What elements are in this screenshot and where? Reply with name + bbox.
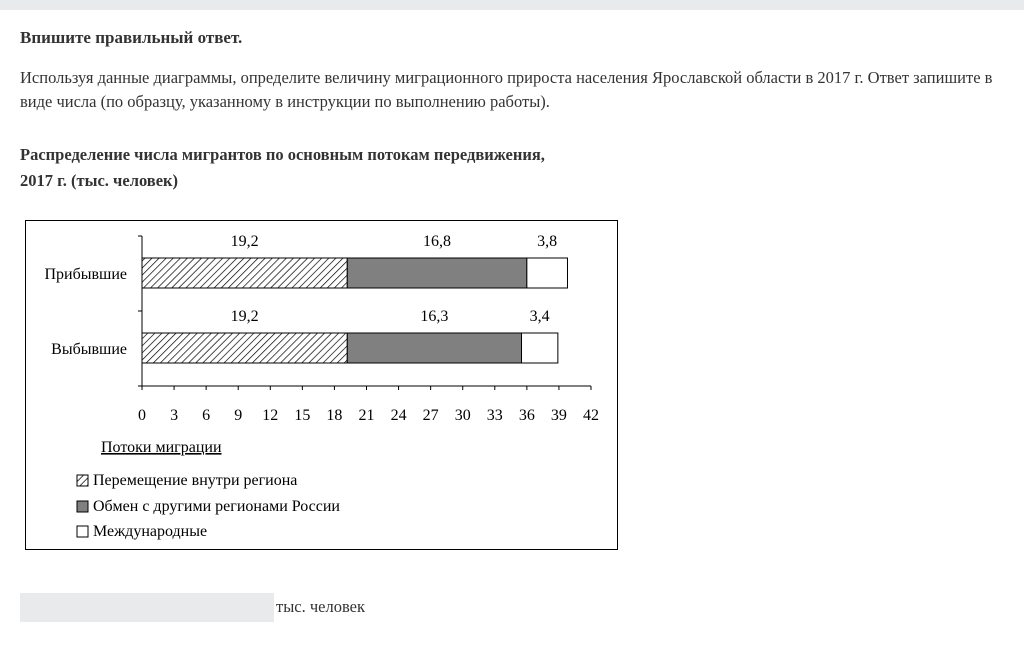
x-tick-label-9: 27 [422,407,439,424]
bar-1-0 [142,333,347,363]
data-label-1-2: 3,4 [529,308,550,325]
legend-label-2: Международные [93,523,208,540]
legend-label-1: Обмен с другими регионами России [93,498,340,515]
bar-1-2 [522,333,558,363]
category-label-1: Выбывшие [51,341,127,358]
data-label-0-1: 16,8 [423,233,452,250]
x-tick-label-5: 15 [294,407,311,424]
question-text: Используя данные диаграммы, определите величину миграционного прироста населения Ярославской области в 2017 г. Ответ запишите в виде числа (по образцу, указанному в инструкции по выполнению работы). [20,68,993,111]
bar-0-1 [347,258,527,288]
x-tick-label-3: 9 [234,407,243,424]
top-strip [0,0,1024,10]
bar-0-0 [142,258,347,288]
x-tick-label-0: 0 [138,407,146,424]
x-tick-label-2: 6 [202,407,211,424]
x-tick-label-4: 12 [262,407,279,424]
x-tick-label-13: 39 [550,407,567,424]
bar-0-2 [527,258,568,288]
legend-label-0: Перемещение внутри региона [93,472,298,489]
chart-title-line-1: Распределение числа мигрантов по основным потокам передвижения, [20,145,545,164]
data-label-1-1: 16,3 [420,308,449,325]
chart-title [20,142,545,194]
data-label-0-2: 3,8 [537,233,558,250]
x-tick-label-10: 30 [454,407,471,424]
bar-1-1 [347,333,521,363]
legend-swatch-1 [77,501,88,512]
data-label-1-0: 19,2 [230,308,259,325]
chart-frame [25,220,618,550]
answer-input[interactable] [20,593,274,622]
data-label-0-0: 19,2 [230,233,259,250]
x-axis-title: Потоки миграции [101,439,222,456]
instruction-text: Впишите правильный ответ. [20,28,243,47]
answer-unit: тыс. человек [276,597,366,616]
x-tick-label-8: 24 [390,407,407,424]
legend-swatch-2 [77,526,88,537]
x-tick-label-12: 36 [518,407,535,424]
legend-swatch-0 [77,475,88,486]
chart-title-line-2: 2017 г. (тыс. человек) [20,171,179,190]
x-tick-label-11: 33 [486,407,503,424]
x-tick-label-14: 42 [583,407,599,424]
category-label-0: Прибывшие [44,266,127,283]
x-tick-label-1: 3 [170,407,179,424]
x-tick-label-7: 21 [358,407,375,424]
migration-chart [26,221,617,549]
x-tick-label-6: 18 [326,407,343,424]
